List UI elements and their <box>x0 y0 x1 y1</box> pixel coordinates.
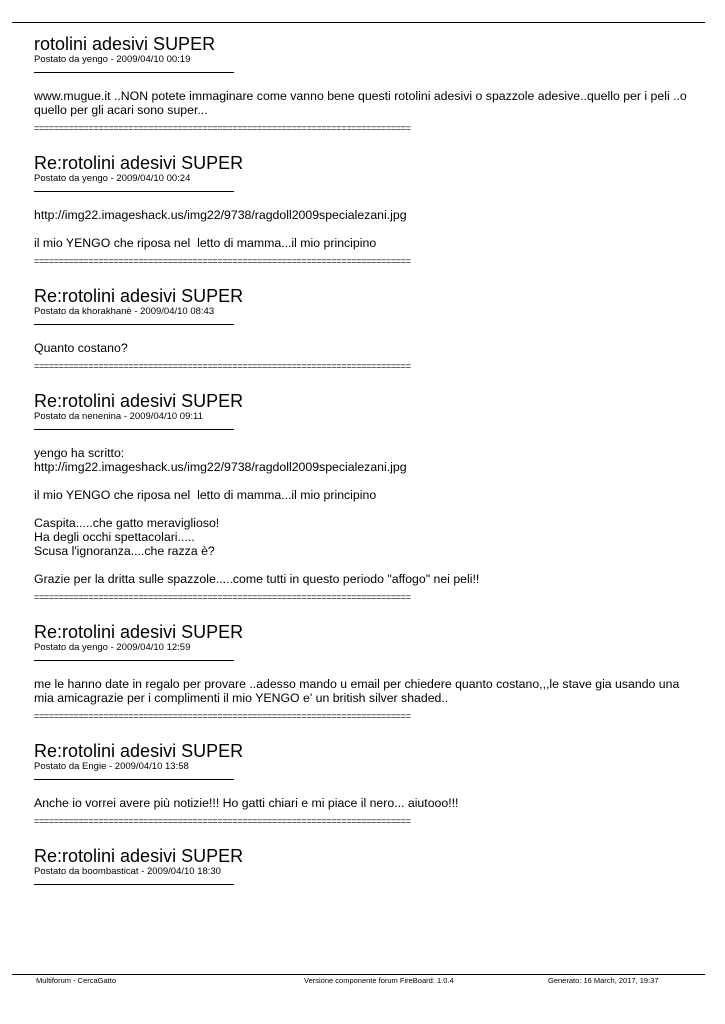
post-title: Re:rotolini adesivi SUPER <box>34 622 244 642</box>
post-body <box>34 208 694 250</box>
post-title-underline <box>34 191 234 192</box>
post-title: Re:rotolini adesivi SUPER <box>34 286 244 306</box>
post-title: Re:rotolini adesivi SUPER <box>34 741 244 761</box>
post-list <box>34 35 694 906</box>
post-title: Re:rotolini adesivi SUPER <box>34 846 244 866</box>
post-paragraph: Caspita.....che gatto meraviglioso! Ha degli occhi spettacolari..... Scusa l'ignoranza....che razza è? <box>34 516 220 558</box>
post-paragraph: il mio YENGO che riposa nel letto di mamma...il mio principino <box>34 488 377 502</box>
post-meta: Postato da yengo - 2009/04/10 12:59 <box>34 642 191 653</box>
post-separator: ============================================================================ <box>34 256 411 266</box>
post-body <box>34 89 694 117</box>
post-title-underline <box>34 72 234 73</box>
post-title-underline <box>34 324 234 325</box>
footer-generated-date: Generato: 16 March, 2017, 19:37 <box>548 976 659 985</box>
post-meta: Postato da yengo - 2009/04/10 00:24 <box>34 173 191 184</box>
post-body <box>34 796 694 810</box>
post-meta: Postato da nenenina - 2009/04/10 09:11 <box>34 411 203 422</box>
post-separator: ============================================================================ <box>34 711 411 721</box>
post-body <box>34 341 694 355</box>
post-paragraph: il mio YENGO che riposa nel letto di mamma...il mio principino <box>34 236 377 250</box>
post-title-underline <box>34 429 234 430</box>
footer-site-name: Multiforum - CercaGatto <box>36 976 117 985</box>
post-paragraph: http://img22.imageshack.us/img22/9738/ragdoll2009specialezani.jpg <box>34 208 407 222</box>
post-meta: Postato da Engie - 2009/04/10 13:58 <box>34 761 189 772</box>
post <box>34 623 694 721</box>
post <box>34 35 694 133</box>
post-paragraph: me le hanno date in regalo per provare ..adesso mando u email per chiedere quanto costano,,,le stave gia usando una mia amicagrazie per i complimenti il mio YENGO e' un british silver shaded.. <box>34 677 683 705</box>
post-body <box>34 677 694 705</box>
post <box>34 287 694 371</box>
post-title: Re:rotolini adesivi SUPER <box>34 153 244 173</box>
post-separator: ============================================================================ <box>34 123 411 133</box>
post-separator: ============================================================================ <box>34 592 411 602</box>
post-paragraph: Quanto costano? <box>34 341 128 355</box>
post <box>34 154 694 266</box>
post-title-underline <box>34 779 234 780</box>
footer-rule <box>12 974 705 975</box>
post-separator: ============================================================================ <box>34 816 411 826</box>
footer-version: Versione componente forum FireBoard: 1.0.4 <box>304 976 454 985</box>
post-meta: Postato da khorakhanè - 2009/04/10 08:43 <box>34 306 215 317</box>
post-separator: ============================================================================ <box>34 361 411 371</box>
post-title: rotolini adesivi SUPER <box>34 34 216 54</box>
post <box>34 742 694 826</box>
post-body <box>34 446 694 586</box>
post-title: Re:rotolini adesivi SUPER <box>34 391 244 411</box>
post-paragraph: Grazie per la dritta sulle spazzole.....come tutti in questo periodo "affogo" nei peli!! <box>34 572 480 586</box>
post-paragraph: www.mugue.it ..NON potete immaginare come vanno bene questi rotolini adesivi o spazzole adesive..quello per i peli ..o quello per gli acari sono super... <box>34 89 691 117</box>
post-title-underline <box>34 884 234 885</box>
post-meta: Postato da boombasticat - 2009/04/10 18:30 <box>34 866 221 877</box>
post-meta: Postato da yengo - 2009/04/10 00:19 <box>34 54 191 65</box>
header-rule <box>12 22 705 23</box>
post-paragraph: Anche io vorrei avere più notizie!!! Ho gatti chiari e mi piace il nero... aiutooo!!! <box>34 796 459 810</box>
post-title-underline <box>34 660 234 661</box>
post <box>34 847 694 885</box>
post <box>34 392 694 602</box>
post-paragraph: yengo ha scritto: http://img22.imageshack.us/img22/9738/ragdoll2009specialezani.jpg <box>34 446 407 474</box>
